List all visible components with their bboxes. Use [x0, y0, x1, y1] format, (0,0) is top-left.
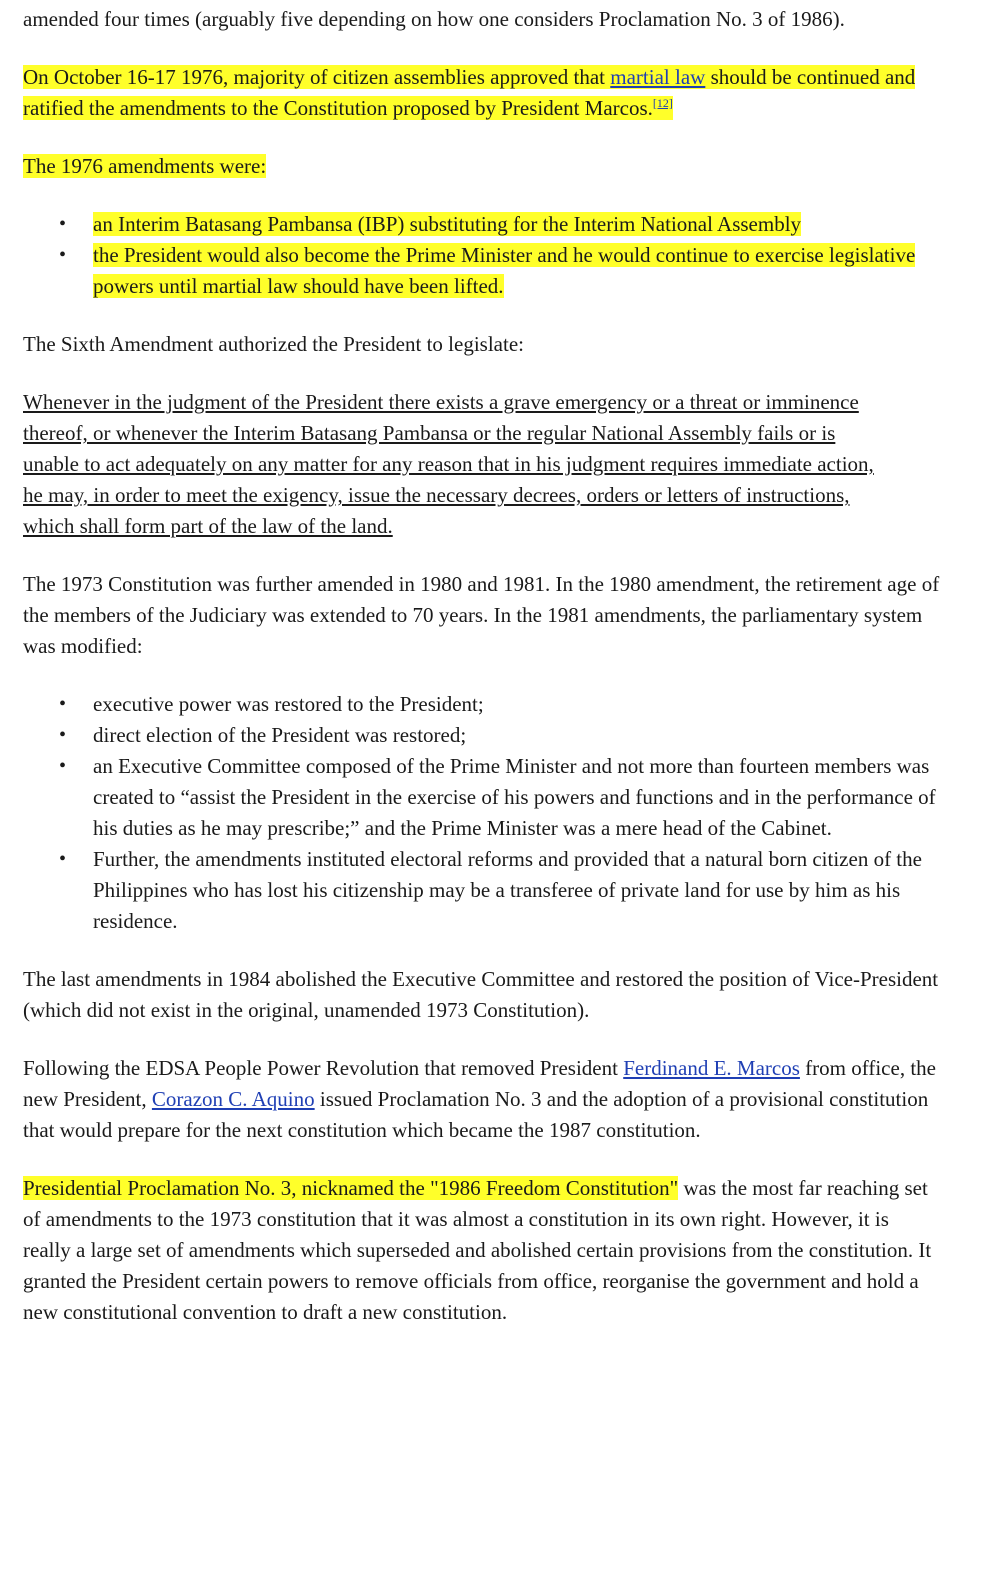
list-item: • an Executive Committee composed of the Prime Minister and not more than fourteen members was created to “assist the President in the exercise of his powers and functions and in the performance of his duties as he may prescribe;” and the Prime Minister was a mere head of the Cabinet.: [93, 751, 940, 844]
text-segment: from office, the new President,: [23, 1056, 936, 1111]
paragraph-1976-referendum: [23, 62, 940, 124]
paragraph-freedom-constitution: [23, 1173, 940, 1328]
list-item: • Further, the amendments instituted electoral reforms and provided that a natural born citizen of the Philippines who has lost his citizenship may be a transferee of private land for use by him as his residence.: [93, 844, 940, 937]
paragraph-edsa-revolution: [23, 1053, 940, 1146]
paragraph-sixth-amendment: The Sixth Amendment authorized the President to legislate:: [23, 332, 524, 356]
paragraph-1980-1981-amendments: The 1973 Constitution was further amended in 1980 and 1981. In the 1980 amendment, the retirement age of the members of the Judiciary was extended to 70 years. In the 1981 amendments, the parliamentary system was modified:: [23, 572, 940, 658]
paragraph-intro: amended four times (arguably five depending on how one considers Proclamation No. 3 of 1986).: [23, 7, 845, 31]
text-segment: Following the EDSA People Power Revolution that removed President: [23, 1056, 624, 1080]
highlight-list-item: an Interim Batasang Pambansa (IBP) substituting for the Interim National Assembly: [93, 212, 802, 236]
text-segment: was the most far reaching set of amendments to the 1973 constitution that it was almost a constitution in its own right. However, it is really a large set of amendments which superseded and abolished certain provisions from the constitution. It granted the President certain powers to remove officials from office, reorganise the government and hold a new constitutional convention to draft a new constitution.: [23, 1176, 932, 1324]
list-item: • executive power was restored to the President;: [93, 689, 940, 720]
list-item: [93, 209, 940, 240]
paragraph-1984-amendments: The last amendments in 1984 abolished the Executive Committee and restored the position of Vice-President (which did not exist in the original, unamended 1973 Constitution).: [23, 967, 939, 1022]
martial-law-link[interactable]: martial law: [610, 65, 706, 89]
text-segment: issued Proclamation No. 3 and the adoption of a provisional constitution that would prepare for the next constitution which became the 1987 constitution.: [23, 1087, 929, 1142]
text-segment: should be continued and ratified the amendments to the Constitution proposed by President Marcos.: [23, 65, 916, 120]
corazon-aquino-link[interactable]: Corazon C. Aquino: [151, 1087, 315, 1111]
paragraph-1976-amendments-heading: [23, 151, 940, 182]
sixth-amendment-quote: Whenever in the judgment of the President there exists a grave emergency or a threat or imminence thereof, or whenever the Interim Batasang Pambansa or the regular National Assembly fails or is unable to act adequately on any matter for any reason that in his judgment requires immediate action, he may, in order to meet the exigency, issue the necessary decrees, orders or letters of instructions, which shall form part of the law of the land.: [23, 390, 874, 538]
highlight-1976-referendum: [23, 65, 915, 120]
list-item: [93, 240, 940, 302]
highlight-freedom-constitution: Presidential Proclamation No. 3, nicknamed the "1986 Freedom Constitution": [23, 1176, 679, 1200]
highlight-amendments-heading: The 1976 amendments were:: [23, 154, 267, 178]
list-1981-amendments: [23, 689, 940, 937]
list-item: • direct election of the President was restored;: [93, 720, 940, 751]
list-1976-amendments: [23, 209, 940, 302]
highlight-list-item: the President would also become the Prime Minister and he would continue to exercise legislative powers until martial law should have been lifted.: [93, 243, 916, 298]
ferdinand-marcos-link[interactable]: Ferdinand E. Marcos: [623, 1056, 800, 1080]
text-segment: On October 16-17 1976, majority of citizen assemblies approved that: [23, 65, 611, 89]
citation-link[interactable]: [12]: [652, 96, 673, 110]
